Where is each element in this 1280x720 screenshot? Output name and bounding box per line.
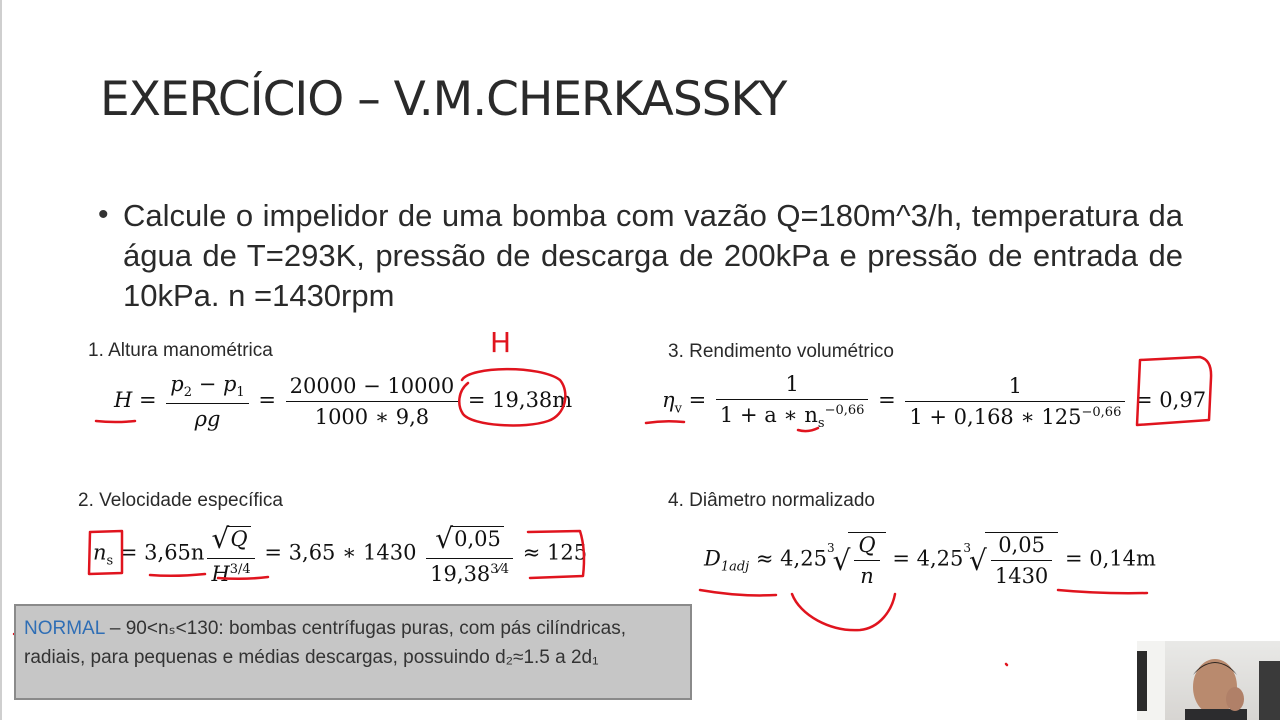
presenter-webcam [1137,641,1280,720]
ink-underline-diameter-result [1058,590,1147,593]
fraction-specific-speed-symbolic: $\frac{√Q}{H^{3/4}}$ [207,522,254,586]
problem-statement: Calcule o impelidor de uma bomba com vazão Q=180m^3/h, temperatura da água de T=293K, pressão de descarga de 200kPa e pressão de entrada de 10kPa. n =1430rpm [123,198,1183,313]
heading-velocidade-especifica: 2. Velocidade específica [78,490,283,511]
ink-label-h: H [490,326,512,359]
fraction-specific-speed-numeric: $\frac{√0,05}{19,38^{3⁄4}}$ [426,522,513,586]
fraction-pressure-over-rhog: $\frac{p_2 - p_1}{\rho g}$ [166,372,248,431]
fraction-diameter-numeric: $\frac{0,05}{1430}$ [991,533,1052,588]
slide-left-border [0,0,2,720]
heading-diametro-normalizado: 4. Diâmetro normalizado [668,490,875,511]
ink-underline-d1adj [700,590,776,595]
note-text: – 90<nₛ<130: bombas centrífugas puras, com pás cilíndricas, radiais, para pequenas e médias descargas, possuindo d₂≈1.5 a 2d₁ [24,618,627,668]
equation-velocidade-especifica: $n_s = 3,65n$ $\frac{√Q}{H^{3/4}}$ = 3,65 ∗ 1430 $\frac{√0,05}{19,38^{3⁄4}}$ ≈ 125 [93,522,588,586]
equation-diametro-normalizado: $D_{1adj} \approx 4,25^3√$ $\frac{Q}{n}$ = $4,25^3√$ $\frac{0,05}{1430}$ = 0,14m [704,533,1156,588]
bullet-marker: • [98,198,109,231]
equation-rendimento-volumetrico: $\eta_v$ = $\frac{1}{1 + a ∗ n_s^{-0,66}}$ = $\frac{1}{1 + 0,168 ∗ 125^{-0,66}}$ = 0,97 [662,372,1207,432]
ink-dot [1006,664,1007,665]
result-diameter: 0,14m [1089,546,1156,571]
ink-curve-under-root [792,594,895,630]
heading-altura-manometrica: 1. Altura manométrica [88,340,273,361]
heading-rendimento-volumetrico: 3. Rendimento volumétrico [668,341,894,362]
equation-altura-manometrica: H = $\frac{p_2 - p_1}{\rho g}$ = $\frac{20000 - 10000}{1000 ∗ 9,8}$ = 19,38m [114,372,573,432]
result-specific-speed: 125 [546,540,588,565]
keyword-normal: NORMAL [24,618,105,639]
normal-pump-note [14,604,692,700]
result-efficiency: 0,97 [1159,388,1207,413]
fraction-diameter-symbolic: $\frac{Q}{n}$ [854,533,879,588]
fraction-efficiency-symbolic: $\frac{1}{1 + a ∗ n_s^{-0,66}}$ [716,372,869,431]
result-head: 19,38m [492,388,573,413]
eq-h-lhs: H [114,388,133,413]
slide-title: EXERCÍCIO – V.M.CHERKASSKY [100,72,787,127]
fraction-numeric-head: $\frac{20000 - 10000}{1000 ∗ 9,8}$ [286,374,459,429]
fraction-efficiency-numeric: $\frac{1}{1 + 0,168 ∗ 125^{-0,66}}$ [905,374,1125,429]
